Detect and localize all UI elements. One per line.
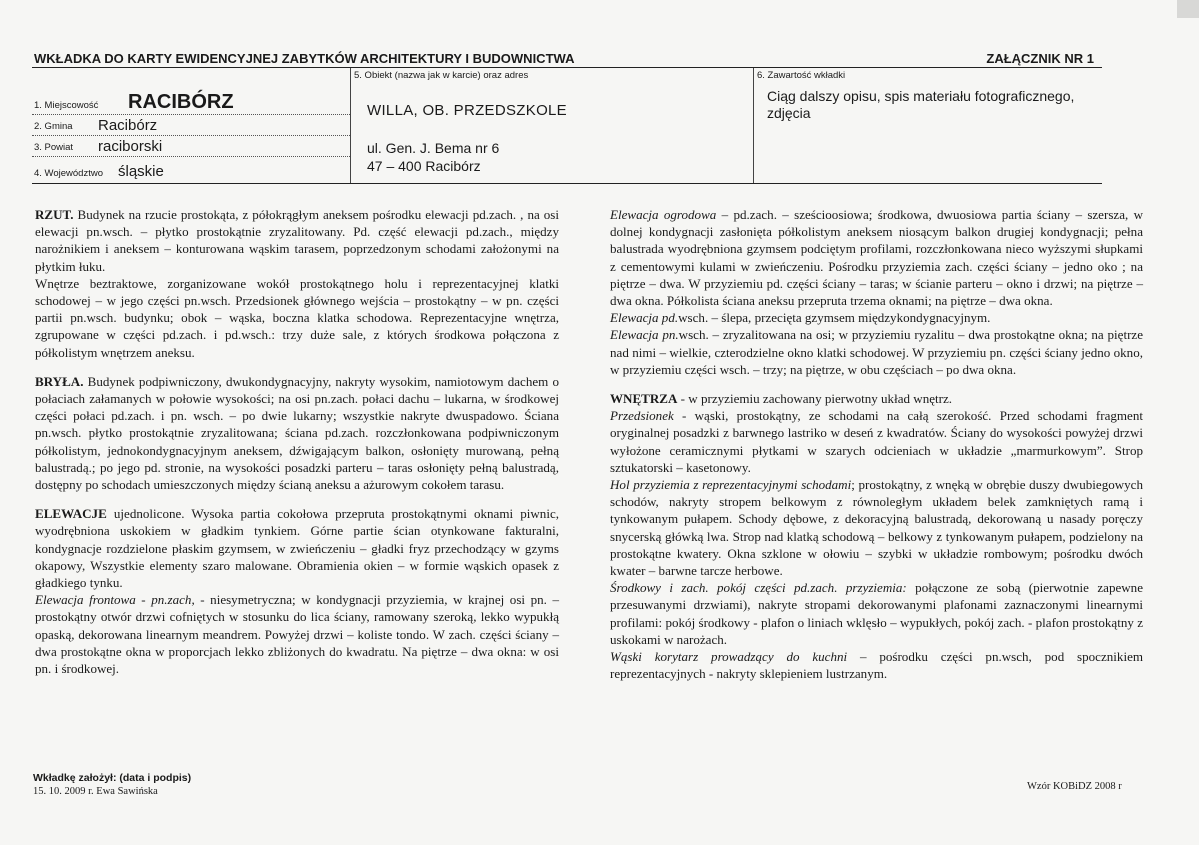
description-right-column [610,206,1143,682]
paragraph-przedsionek [610,407,1143,476]
paragraph-elewacje [35,505,559,591]
paragraph-bryla [35,373,559,493]
powiat-label: 3. Powiat [34,142,74,153]
paragraph-korytarz [610,648,1143,682]
contents-column [754,68,1102,183]
page-corner [1177,0,1199,18]
heading-rzut: RZUT. [35,207,74,222]
paragraph-elewacja-ogrodowa [610,206,1143,309]
form-title: WKŁADKA DO KARTY EWIDENCYJNEJ ZABYTKÓW ARCHITEKTURY I BUDOWNICTWA [34,51,575,66]
paragraph-wnetrze [35,275,559,361]
miejscowosc-label: 1. Miejscowość [34,100,99,111]
contents-label: 6. Zawartość wkładki [757,70,846,81]
paragraph-elewacja-pd-wsch [610,309,1143,326]
row-wojewodztwo [32,157,350,182]
row-miejscowosc [32,68,350,115]
heading-wnetrza: WNĘTRZA [610,391,678,407]
heading-elewacja-frontowa: Elewacja frontowa - pn.zach, [35,592,195,608]
text-bryla: Budynek podpiwniczony, dwukondygnacyjny, nakryty wysokim, namiotowym dachem o połaciach załamanych w połowie wysokości; na osi pn.zach. połaci dachu – lukarna, w środkowej części połaci pd.zach. i pn. wsch. – po dwie lukarny; wszystkie nakryte dwuspadowo. Ściana pn.wsch. płytko prostokątnie zryzalitowana; ściana pd.zach. rozczłonkowana podpiwniczonym półkolistym, jednokondygnacyjnym aneksem, dźwigającym balkon, osłonięty murowaną, pełną balustradą.; po jego pd. stronie, na wysokości posadzki parteru – taras osłonięty pełną balustradą, dostępny po schodach umieszczonych między ścianą aneksu a ażurowym cokołem tarasu. [35,373,559,493]
object-name: WILLA, OB. PRZEDSZKOLE [367,102,567,119]
gmina-label: 2. Gmina [34,121,73,132]
wojewodztwo-value: śląskie [118,163,164,180]
text-przedsionek: - wąski, prostokątny, ze schodami na całą szerokość. Przed schodami fragment oryginalnej posadzki z barwnego lastriko w deseń z kwadratów. Ściany do wysokości powyżej drzwi wyłożone ceramicznymi płytkami w szarych odcieniach w układzie „marmurkowym”. Strop sztukatorski – kasetonowy. [610,408,1143,475]
form-title-bar [32,50,1102,66]
attachment-number: ZAŁĄCZNIK NR 1 [986,51,1094,66]
location-column [32,68,351,183]
row-gmina [32,115,350,136]
paragraph-hol [610,476,1143,579]
contents-text: Ciąg dalszy opisu, spis materiału fotograficznego, zdjęcia [767,88,1075,121]
heading-hol: Hol przyziemia z reprezentacyjnymi schodami [610,477,852,493]
heading-elewacja-ogrodowa: Elewacja ogrodowa [610,207,717,222]
heading-korytarz: Wąski korytarz prowadzący do kuchni [610,649,848,665]
heading-elewacja-pn-wsch: Elewacja pn. [610,327,679,343]
header-table [32,67,1102,184]
text-elewacja-pn-wsch: wsch. – zryzalitowana na osi; w przyziemiu ryzalitu – dwa prostokątne okna; na piętrze nad nimi – wielkie, czterodzielne okno klatki schodowej. W przyziemiu pn. części ściany jedno okno, w przyziemiu części wsch. – trzy; na piętrze, w obu częściach – po dwa okna. [610,327,1143,377]
heading-przedsionek: Przedsionek [610,408,674,424]
paragraph-elewacja-pn-wsch [610,326,1143,378]
heading-elewacja-pd-wsch: Elewacja pd. [610,310,679,326]
object-address-street: ul. Gen. J. Bema nr 6 [367,140,500,156]
object-address-city: 47 – 400 Racibórz [367,158,481,174]
text-korytarz: – pośrodku części pn.wsch, pod spocznikiem reprezentacyjnych - nakryty sklepieniem lustrzanym. [610,649,1144,682]
text-wnetrze: Wnętrze beztraktowe, zorganizowane wokół prostokątnego holu i reprezentacyjnej klatki schodowej – w jego części pn.wsch. Przedsionek głównego wejścia – prostokątny – w pn. części partii pn.wsch. budynku; obok – wąska, boczna klatka schodowa. Reprezentacyjne wnętrza, zgrupowane w części pd.zach. i pd.wsch.: trzy duże sale, z których środkowa połączona z półkolistym wnętrzem aneksu. [35,275,559,360]
paragraph-rzut [35,206,559,275]
object-column [351,68,754,183]
text-elewacja-frontowa: - niesymetryczna; w kondygnacji przyziemia, w krajnej osi pn. – prostokątny otwór drzwi cofniętych w stosunku do lica ściany, ramowany szeroką, lekko wypukłą opaską, dekorowana linearnym meandrem. Powyżej drzwi – koliste tondo. W zach. części ściany – dwa prostokątne okna w proporcjach lekko zbliżonych do kwadratu. Na piętrze – dwa okna: w osi pn. i środkowej. [35,592,559,677]
paragraph-pokoje [610,579,1143,648]
text-elewacja-ogrodowa: – pd.zach. – sześcioosiowa; środkowa, dwuosiowa partia ściany – szersza, w dolnej kondygnacji zasłonięta półkolistym aneksem niosącym balkon drugiej kondygnacji; pełna balustrada wyodrębniona gzymsem podciętym profilami, rozczłonkowana nieco wyższymi słupkami z cementowymi kulami w zwieńczeniu. Pośrodku przyziemia zach. części ściany – jedno oko ; na piętrze – dwa. W przyziemiu pd. części ściany – taras; w ścianie parteru – okno i drzwi; na piętrze – dwa okna. Półkolista ściana aneksu przepruta trzema oknami; na piętrze – dwa okna. [610,207,1143,309]
author-value: 15. 10. 2009 r. Ewa Sawińska [33,786,158,797]
paragraph-wnetrza [610,390,1143,407]
powiat-value: raciborski [98,138,163,155]
author-label: Wkładkę założył: (data i podpis) [33,772,192,784]
text-pokoje: połączone ze sobą (pierwotnie zapewne przesuwanymi drzwiami), nakryte stropami dekorowanymi plafonami zaznaczonymi linearnymi profilami: pokój środkowy - plafon o liniach wklęsło – wypukłych, pokój zach. - plafon prostokątny z uskokami w narożach. [610,580,1143,647]
row-powiat [32,136,350,157]
heading-pokoje: Środkowy i zach. pokój części pd.zach. przyziemia: [610,580,907,596]
text-elewacja-pd-wsch: wsch. – ślepa, przecięta gzymsem międzykondygnacyjnym. [678,310,991,326]
description-left-column [35,206,559,677]
text-rzut: Budynek na rzucie prostokąta, z półokrągłym aneksem pośrodku elewacji pd.zach. , na osi elewacji pn.wsch. – płytko prostokątnie zryzalitowany. Pd. część elewacji pd.zach., między narożnikiem i aneksem – konturowana wąskim tarasem, poprzedzonym schodami założonymi na płytkim łuku. [35,207,559,274]
gmina-value: Racibórz [98,117,158,134]
wojewodztwo-label: 4. Województwo [34,168,103,179]
author-block [33,772,191,798]
object-label: 5. Obiekt (nazwa jak w karcie) oraz adres [354,70,529,81]
heading-bryla: BRYŁA. [35,373,84,389]
template-version: Wzór KOBiDZ 2008 r [1027,781,1122,792]
paragraph-elewacja-frontowa [35,591,559,677]
text-hol: ; prostokątny, z wnęką w obrębie duszy dwubiegowych schodów, nakryty stropem belkowym z równoległym układem belek zamkniętych ramą i tynkowanym pułapem. Schody dębowe, z dekoracyjną balustradą, dekorowaną u nasady poręczy snycerską główką lwa. Strop nad klatką schodową – belkowy z tynkowanym pułapem, podzielony na prostokątne kwatery. Okna szklone w ołowiu – szybki w układzie rombowym; pośrodku dwóch kwater – barwne tarcze herbowe. [610,477,1143,579]
text-elewacje: ujednolicone. Wysoka partia cokołowa przepruta prostokątnymi oknami piwnic, wyodrębniona uskokiem w gładkim tynkiem. Górne partie ścian otynkowane fakturalni, kondygnacje rozdzielone płaskim gzymsem, w zwieńczeniu – gładki fryz przechodzący w gzyms okapowy, Wszystkie elementy szaro malowane. Obramienia okien – w formie wąskich opasek z gładkiego tynku. [35,506,559,591]
text-wnetrza: - w przyziemiu zachowany pierwotny układ wnętrz. [677,391,953,407]
miejscowosc-value: RACIBÓRZ [128,91,234,113]
heading-elewacje: ELEWACJE [35,506,107,522]
